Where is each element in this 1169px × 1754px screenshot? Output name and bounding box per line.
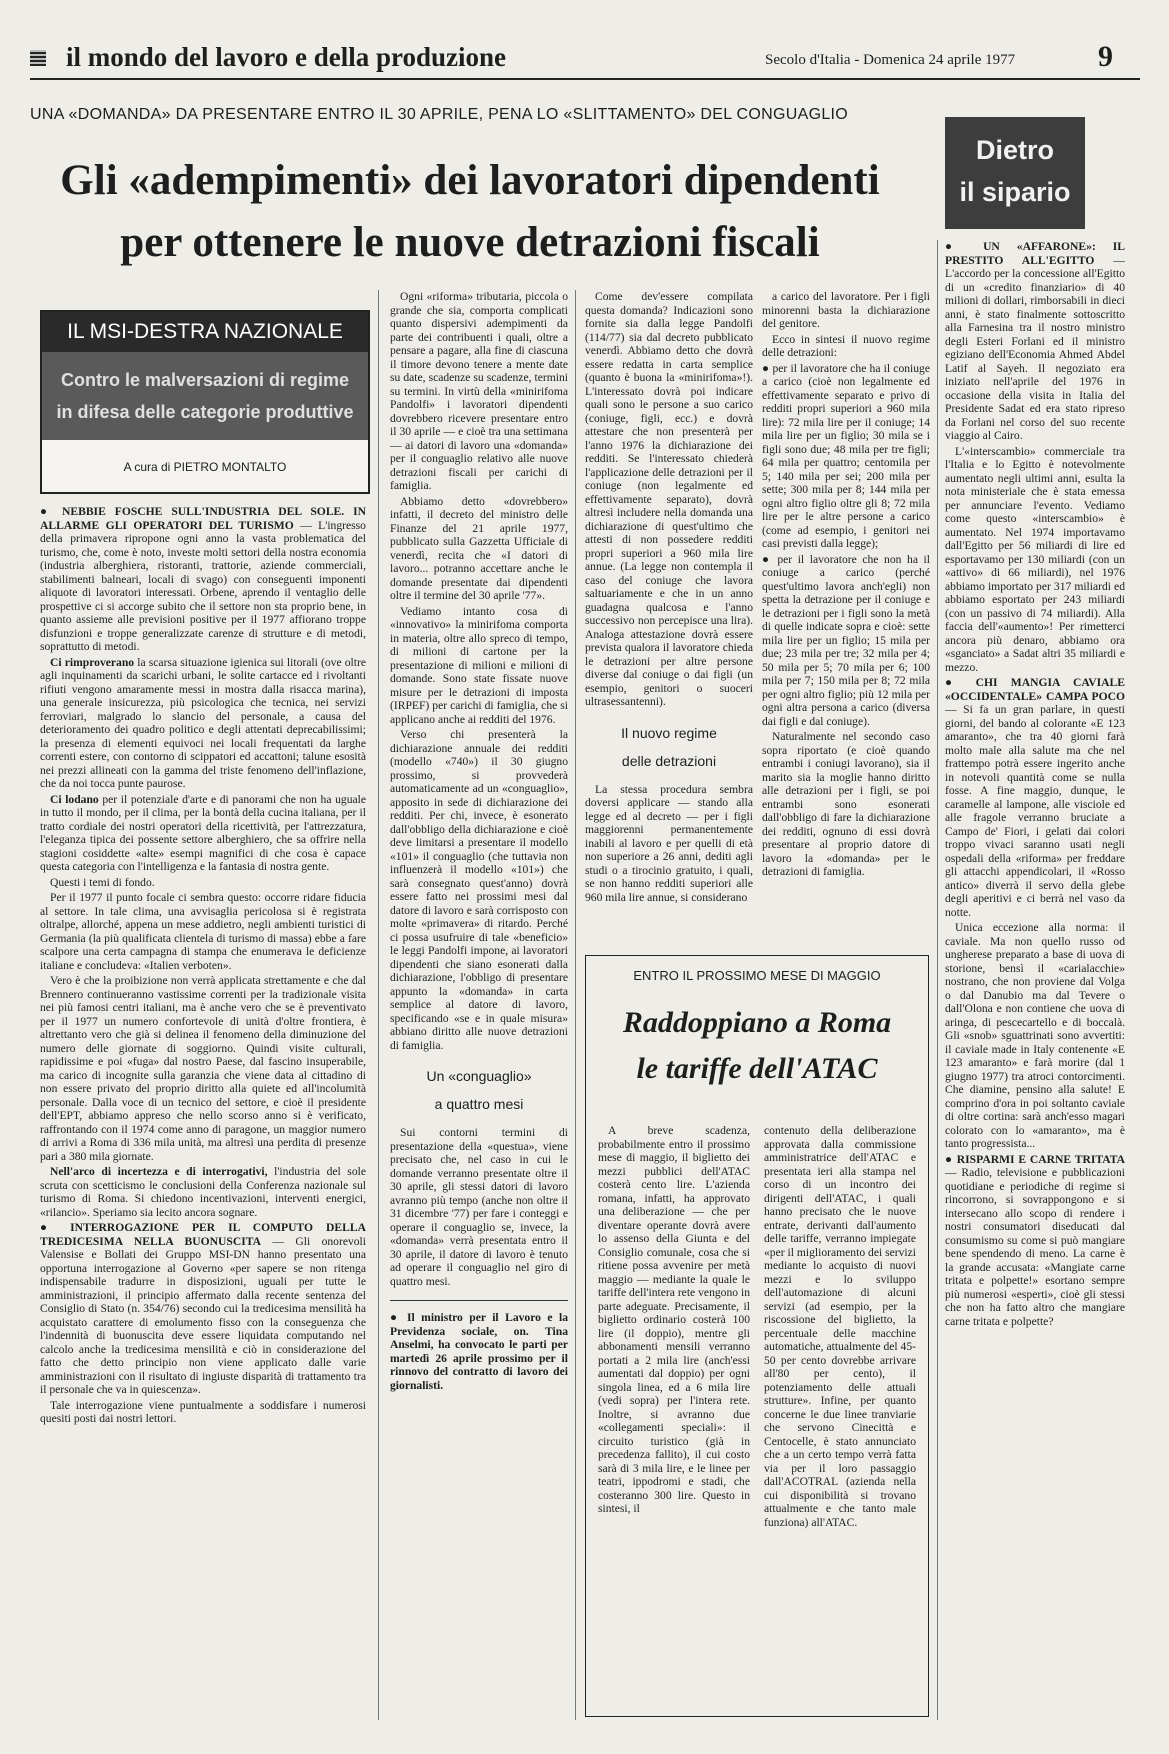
subheading-line-2: a quattro mesi [434,1096,524,1112]
col2-p3: Vediamo intanto cosa di «innovativo» la minirifoma comporta in materia, oltre allo spreco di tempo, di milioni di cartone per la presentazione di milioni e milioni di domande. Sono state fissate nuove misure per le detrazioni di imposta (IRPEF) per carichi di famiglia, che si applicano anche ai redditi del 1976. [390,604,568,726]
headline-line-2: per ottenere le nuove detrazioni fiscali [120,219,820,266]
subheading-line-2: delle detrazioni [621,752,717,769]
subheading-line-1: Un «conguaglio» [426,1068,532,1084]
article-column-4: a carico del lavoratore. Per i figli minorenni basta la dichiarazione del genitore. Ecco in sintesi il nuovo regime delle detrazioni: ● per il lavoratore che ha il coniuge a carico (cioè non legalmente ed effettivamente separato e privo di redditi propri superiori a 960 mila lire): 72 mila lire per il coniuge; 14 mila lire per un figlio; 30 mila se i figli sono due; 48 mila per tre figli; 64 mila per quattro; centomila per 5; 140 mila per sei; 200 mila per sette; 300 mila per 8; 144 mila per ogni altro figlio oltre gli 8; 72 mila lire per le altre persone a carico (come ad esempio, i genitori nei casi previsti dalla legge); ● per il lavoratore che non ha il coniuge a carico (perché quest'ultimo lavora anch'egli) non spetta la detrazione per il coniuge e le detrazioni per i figli sono la metà di quelle indicate sopra e cioè: sette mila lire per un figlio; 15 mila per due; 23 mila per tre; 32 mila per 4; 50 mila per 5; 70 mila per 6; 100 mila per 7; 150 mila per 8; 72 mila per ogni altro figlio; più 12 mila per ogni altra persona a carico (diversa dai figli e dal coniuge). Naturalmente nel secondo caso sopra riportato (e cioè quando entrambi i coniugi lavorano), sia il marito sia la moglie hanno diritto alle detrazioni per i figli, se poi entrambi sono esonerati dall'obbligo di fare la dichiarazione dei redditi, ognuno di essi dovrà presentare al proprio datore di lavoro la «domanda» per le detrazioni di famiglia. [762,290,930,878]
sipario-item-2-lead: CHI MANGIA CAVIALE «OCCIDENTALE» CAMPA POCO [945,676,1125,703]
col3-p2: La stessa procedura sembra doversi applicare — stando alla legge ed al decreto — per i figli maggiorenni permanentemente inabili al lavoro e per quelli di età non superiore a 26 anni, dediti agli studi o a tirocinio gratuito, i quali, se non hanno redditi superiori alle 960 mila lire annue, si considerano [585,782,753,904]
msi-p2-text: la scarsa situazione igienica sui litorali (ove oltre agli inquinamenti da scarichi urbani, le solite cartacce ed i rivoltanti rifiuti vengono amaramente messi in mostra dalla risacca marina), una generale insicurezza, più psicologica che tecnica, nei servizi ferroviari, malgrado lo slancio del personale, a causa del deterioramento dei quadro politico e degli attentati deprecabilissimi; la presenza di elementi equivoci nei locali frequentati da larghe correnti estere, con contorno di scippatori ed accattoni; talune esosità nei prezzi allineati con la gamma del triste fenomeno dell'inflazione, che da noi tocca punte paurose. [40,655,366,790]
atac-article-box [585,955,929,1717]
col2-p2: Abbiamo detto «dovrebbero» infatti, il decreto del ministro delle Finanze del 21 aprile 1977, pubblicato sulla Gazzetta Ufficiale di venerdì, recita che «I datori di lavoro... potranno accettare anche le domande presentate dai dipendenti oltre il termine del 30 aprile '77». [390,494,568,602]
col2-p5: Sui contorni termini di presentazione della «questua», viene precisato che, nel caso in cui le domande verranno presentate oltre il 30 aprile, gli stessi datori di lavoro avranno più tempo (anche non oltre il 31 dicembre '77) per fare i conteggi e operare il conguaglio se, invece, la «domanda» verrà presentata entro il 30 aprile, il datore di lavoro è tenuto ad operare il conguaglio nel giro di quattro mesi. [390,1126,568,1288]
headline-line-1: Gli «adempimenti» dei lavoratori dipendenti [60,157,880,204]
msi-item-2-lead: INTERROGAZIONE PER IL COMPUTO DELLA TREDICESIMA NELLA BUONUSCITA [40,1221,366,1248]
col4-p3: Naturalmente nel secondo caso sopra riportato (e cioè quando entrambi i coniugi lavorano), sia il marito sia la moglie hanno diritto alle detrazioni per i figli, se poi entrambi sono esonerati dall'obbligo di fare la dichiarazione dei redditi, ognuno di essi dovrà presentare al proprio datore di lavoro la «domanda» per le detrazioni di famiglia. [762,730,930,878]
msi-article-column: ● NEBBIE FOSCHE SULL'INDUSTRIA DEL SOLE. IN ALLARME GLI OPERATORI DEL TURISMO — L'ingresso della primavera ripropone ogni anno la vasta problematica del turismo, che, come è noto, investe molti settori della nostra economia (industria alberghiera, ristoranti, trattorie, aziende commerciali, stabilimenti balneari, locali di svago) con conseguenti imponenti aliquote di lavoratori interessati. Orbene, aprendo il ventaglio delle prospettive ci si accorge subito che il settore non sta proprio bene, in quanto assieme alle previsioni positive per il 1977 affiorano troppe disfunzioni e troppe generalizzate carenze di strutture e di metodi, soprattutto di metodi. Ci rimproverano la scarsa situazione igienica sui litorali (ove oltre agli inquinamenti da scarichi urbani, le solite cartacce ed i rivoltanti rifiuti vengono amaramente messi in mostra dalla risacca marina), una generale insicurezza, più psicologica che tecnica, nei servizi ferroviari, malgrado lo slancio del personale, a causa del deterioramento dei quadro politico e degli attentati deprecabilissimi; la presenza di elementi equivoci nei locali frequentati da larghe correnti estere, con contorno di scippatori ed accattoni; talune esosità nei prezzi allineati con la gamma del triste fenomeno dell'inflazione, che da noi tocca punte paurose. Ci lodano per il potenziale d'arte e di panorami che non ha uguale in tutto il mondo, per il clima, per la bontà della cucina italiana, per il tratto cordiale dei nostri operatori della ricettività, per l'attrezzatura, l'eleganza tipica dei possente settore alberghiero, che sa offrire nella stagioni cosiddette «alte» esempi magnifici di che cosa è capace questa categoria con l'intelligenza e la fantasia di nostra gente. Questi i temi di fondo. Per il 1977 il punto focale ci sembra questo: occorre ridare fiducia al settore. In tale clima, una avvisaglia pericolosa si è registrata oltralpe, allorché, appena un mese addietro, negli ambienti turistici di Germania (la più qualificata clientela di turismo di massa) ebbe a fare scalpore una certa campagna di stampa che enumerava le deficienze italiane e concludeva: «Italien verboten». Vero è che la proibizione non verrà applicata strettamente e che dal Brennero continueranno vastissime correnti per la tradizionale visita nei più famosi centri italiani, ma è anche vero che se è preventivato per il 1977 un numero confortevole di unità d'oltre frontiera, è altrettanto vero che già si delinea il fenomeno della diminuzione del numero delle giornate di soggiorno. Quindi visite culturali, rapidissime e poi «fuga» dal nostro Paese, dal fascino insuperabile, ma carico di incognite sulla garanzia che viene data al cittadino di non essere privato del proprio diritto alla quiete ed all'incolumità personale. Dalla voce di un tecnico del settore, e cioè il presidente dell'EPT, abbiamo appreso che nello scorso anno si è verificato, raffrontando con il 1974 come anno di paragone, un maggior numero di arrivi a Roma di 336 mila unità, ma altresì una perdita di presenze pari a 380 mila giornate. Nell'arco di incertezza e di interrogativi, l'industria del sole scruta con scetticismo le conclusioni della Conferenza nazionale sul turismo di Roma. Si chiedono incentivazioni, interventi energici, «rilancio». Speriamo sia lecito ancora sognare. ● INTERROGAZIONE PER IL COMPUTO DELLA TREDICESIMA NELLA BUONUSCITA — Gli onorevoli Valensise e Bollati dei Gruppo MSI-DN hanno presentato una opportuna interrogazione al Governo «per sapere se non ritenga indispensabile tradurre in disposizioni, uguali per tutte le amministrazioni, il principio affermato dalla recente sentenza del Consiglio di Stato (n. 354/76) secondo cui la tredicesima mensilità ha acquistato carattere di emolumento fisso con la conseguenza che l'indennità di buonuscita deve essere liquidata computando nel calcolo anche la tredicesima mensilità e ciò in considerazione del fatto che detto principio non viene applicato dalle varie amministrazioni con il risultato di ingiuste disparità di trattamento tra il personale che va in quiescenza». Tale interrogazione viene puntualmente a soddisfare i numerosi quesiti posti dai nostri lettori. [40,505,366,1425]
msi-p5-text: Per il 1977 il punto focale ci sembra questo: occorre ridare fiducia al settore. In tale clima, una avvisaglia pericolosa si è registrata oltralpe, allorché, appena un mese addietro, negli ambienti turistici di Germania (la più qualificata clientela di turismo di massa) ebbe a fare scalpore una certa campagna di stampa che enumerava le deficienze italiane e concludeva: «Italien verboten». [40,891,366,972]
msi-p7-text: l'industria del sole scruta con scetticismo le conclusioni della Conferenza nazionale sul turismo di Roma. Si chiedono incentivazioni, interventi energici, «rilancio». Speriamo sia lecito ancora sognare. [40,1165,366,1219]
main-kicker: UNA «DOMANDA» DA PRESENTARE ENTRO IL 30 APRILE, PENA LO «SLITTAMENTO» DEL CONGUAGLIO [30,106,849,123]
article-column-3 [585,290,753,940]
col2-p4: Verso chi presenterà la dichiarazione annuale dei redditi (modello «740») il 30 giugno prossimo, si provvederà automaticamente ad un «conguaglio», apposito in sede di dichiarazione dei redditi. Per chi, invece, è esonerato dall'obbligo della dichiarazione e cioè deve limitarsi a presentare il modello «101» il conguaglio (che tuttavia non influenzerà il modello «101») che sarà consegnato quest'anno) dovrà essere fatto nei prossimi mesi dal datore di lavoro e sarà corrisposto con molte «primavera» di ritardo. Perché ci possa usufruire di tale «beneficio» le leggi Pandolfi impone, ai lavoratori dipendenti che siano esonerati dalla dichiarazione, l'obbligo di presentare appunto la «domanda» in carta semplice al datore di lavoro, specificando «se e in quale misura» abbiano diritto alle nuove detrazioni di famiglia. [390,728,568,1052]
sipario-item-1-lead: UN «AFFARONE»: IL PRESTITO ALL'EGITTO [945,240,1125,267]
msi-p7-lead: Nell'arco di incertezza e di interrogativi, [50,1165,268,1178]
msi-item-2-text: — Gli onorevoli Valensise e Bollati dei Gruppo MSI-DN hanno presentato una opportuna interrogazione al Governo «per sapere se non ritenga indispensabile tradurre in disposizioni, uguali per tutte le amministrazioni, il principio affermato dalla recente sentenza del Consiglio di Stato (n. 354/76) secondo cui la tredicesima mensilità ha acquistato carattere di emolumento fisso con la conseguenza che l'indennità di buonuscita deve essere liquidata computando nel calcolo anche la tredicesima mensilità e ciò in considerazione del fatto che detto principio non viene applicato dalle varie amministrazioni con il risultato di ingiuste disparità di trattamento tra il personale che va in quiescenza». [40,1234,366,1396]
section-marker-icon [30,50,46,66]
col2-note: Il ministro per il Lavoro e la Previdenza sociale, on. Tina Anselmi, ha convocato le parti per martedì 26 aprile prossimo per il rinnovo del contratto di lavoro dei giornalisti. [390,1311,568,1392]
sipario-column: ● UN «AFFARONE»: IL PRESTITO ALL'EGITTO — L'accordo per la concessione all'Egitto di un «credito finanziario» di 40 milioni di dollari, rimborsabili in dieci anni, è stato finalmente sottoscritto alla Farnesina tra il nostro ministro degli Esteri Forlani ed il ministro egiziano dell'Economia Ahmed Abdel Latif al Sayeh. Il negoziato era iniziato nell'aprile del 1976 in occasione della visita in Italia del Presidente Sadat ed era stato ripreso da Forlani nel corso del suo recente viaggio al Cairo. L'«interscambio» commerciale tra l'Italia e lo Egitto è notevolmente aumentato negli ultimi anni, esulta la nota ministeriale che è stata emessa per annunciare l'evento. Vediamo come questo «interscambio» è aumentato. Nel 1974 importavamo dall'Egitto per 56 miliardi di lire ed esportavamo per 130 miliardi (con un «attivo» di 66 miliardi), nel 1976 abbiamo importato per 317 miliardi ed abbiamo esportato per 243 miliardi (con un passivo di 74 miliardi). Alla faccia dell'«aumento»! Per rimetterci ancora più denaro, abbiamo ora «sganciato» a Sadat altri 35 miliardi e mezzo. ● CHI MANGIA CAVIALE «OCCIDENTALE» CAMPA POCO — Si fa un gran parlare, in questi giorni, del bando al colorante «E 123 amaranto», che tra 40 giorni farà molto male alla salute ma che nel frattempo potrà essere ingerito anche in notevoli quantità come se nulla fosse. A fine maggio, dunque, le caramelle al lampone, alle visciole ed alle fragole verranno bruciate a Campo de' Fiori, i gelati dai colori troppo vivaci saranno usati negli ospedali della «riforma» per freddare gli attacchi appendicolari, il «Rosso antico» diverrà il servo della glebe degli aperitivi e ci berrà nel vaso da notte. Unica eccezione alla norma: il caviale. Ma non quello russo od ungherese preparato a base di uova di storione, bensì il «carialacchie» nostrano, che non proviene dal Volga o dal Danubio ma dal Tevere o dall'Olona e non contiene che uova di aringa, di pescecartello e di boccalà. Gli «snob» sguattrinati sono avvertiti: il caviale made in Italy contenente «E 123 amaranto» e farà morire (dal 1 giugno 1977) tra atroci contorcimenti. Che diamine, pensino alla salute! E comprino d'ora in poi soltanto caviale di oltre cortina: sarà anch'esso magari colorato con lo «amaranto», ma è tanto progressista... ● RISPARMI E CARNE TRITATA — Radio, televisione e pubblicazioni quotidiane e periodiche di regime si rincorrono, si sovrappongono e si intersecano allo scopo di rendere i nostri consumatori diseducati dal consumismo su come si può mangiare bene spendendo di meno. La carne è la grande accusata: «Mangiate carne tritata e polpette!» esortano sempre più numerosi «esperti», cioè gli stessi che non ha fatto altro che mangiare carne tritata e polpette? [945,240,1125,1328]
col4-p1: a carico del lavoratore. Per i figli minorenni basta la dichiarazione del genitore. [762,290,930,330]
divider [390,1300,568,1301]
atac-title-line-2: le tariffe dell'ATAC [636,1052,878,1085]
msi-curator: A cura di PIETRO MONTALTO [123,460,287,474]
subheading-line-1: Il nuovo regime [621,724,717,741]
subheading-conguaglio [390,1062,568,1118]
msi-p4-text: Questi i temi di fondo. [50,875,155,889]
sipario-item-1-cont: L'«interscambio» commerciale tra l'Italia e lo Egitto è notevolmente aumentato negli ultimi anni, esulta la nota ministeriale che è stata emessa per annunciare l'evento. Vediamo come questo «interscambio» è aumentato. Nel 1974 importavamo dall'Egitto per 56 miliardi di lire ed esportavamo per 130 miliardi (con un «attivo» di 66 miliardi), nel 1976 abbiamo importato per 317 miliardi ed abbiamo esportato per 243 miliardi (con un passivo di 74 miliardi). Alla faccia dell'«aumento»! Per rimetterci ancora più denaro, abbiamo ora «sganciato» a Sadat altri 35 miliardi e mezzo. [945,444,1125,674]
sipario-item-3-text: — Radio, televisione e pubblicazioni quotidiane e periodiche di regime si rincorrono, si sovrappongono e si intersecano allo scopo di rendere i nostri consumatori diseducati dal consumismo su come si può mangiare bene spendendo di meno. La carne è la grande accusata: «Mangiate carne tritata e polpette!» esortano sempre più numerosi «esperti», cioè gli stessi che non ha fatto altro che mangiare carne tritata e polpette? [945,1166,1125,1328]
sipario-line-2: il sipario [959,177,1071,207]
atac-text-b: contenuto della deliberazione approvata dalla commissione amministratrice dell'ATAC e presentata ieri alla stampa nel corso di un incontro dei dirigenti dell'ATAC, i quali hanno precisato che le nuove entrate, derivanti dall'aumento delle tariffe, verranno impiegate «per il miglioramento dei servizi mediante lo acquisto di nuovi mezzi e lo sviluppo dell'automazione di alcuni servizi (ad esempio, per la riscossione del biglietto, la percentuale delle macchine automatiche, attualmente del 45-50 per cento dovrebbe arrivare all'80 per cento), il potenziamento delle attuali strutture». Infine, per quanto concerne le due linee tranviarie che servono Cinecittà e Centocelle, è stato annunciato che a un certo tempo verrà fatta via per il loro passaggio dall'ACOTRAL (azienda nella cui disponibilità si trovano attualmente e che tanto male funziona) all'ATAC. [764,1124,916,1529]
atac-kicker: ENTRO IL PROSSIMO MESE DI MAGGIO [633,968,881,983]
col4-bullet-1: per il lavoratore che ha il coniuge a carico (cioè non legalmente ed effettivamente separato e privo di redditi propri superiori a 960 mila lire): 72 mila lire per il coniuge; 14 mila lire per un figlio; 30 mila se i figli sono due; 48 mila per tre figli; 64 mila per quattro; centomila per 5; 140 mila per sei; 200 mila per sette; 300 mila per 8; 144 mila per ogni altro figlio oltre gli 8; 72 mila lire per le altre persone a carico (come ad esempio, i genitori nei casi previsti dalla legge); [762,361,930,550]
msi-banner-line-1: Contro le malversazioni di regime [60,370,350,390]
page-header [30,38,1140,80]
column-rule [575,290,576,1720]
msi-item-1-lead: NEBBIE FOSCHE SULL'INDUSTRIA DEL SOLE. IN ALLARME GLI OPERATORI DEL TURISMO [40,505,366,532]
atac-column-b [764,1124,916,1704]
col4-p2: Ecco in sintesi il nuovo regime delle detrazioni: [762,332,930,359]
col2-p1: Ogni «riforma» tributaria, piccola o grande che sia, comporta complicati quanto dispersivi adempimenti da parte dei contribuenti i quali, oltre a pensare a pagare, alla fine di ciascuna il timore devono tenere a mente date su date, scadenze su scadenze, termini su termini. In virtù della «minirifoma Pandolfi» i lavoratori dipendenti dovrebbero ricevere presentare entro il 30 aprile — e cioè tra una settimana — ai datori di lavoro una «domanda» per il conguaglio relativo alle nuove detrazioni fiscali per carichi di famiglia. [390,290,568,492]
sipario-item-1-text: — L'accordo per la concessione all'Egitto di un «credito finanziario» di 40 milioni di dollari, rimborsabili in dieci anni, è stato finalmente sottoscritto alla Farnesina tra il nostro ministro degli Esteri Forlani ed il ministro egiziano dell'Economia Ahmed Abdel Latif al Sayeh. Il negoziato era iniziato nell'aprile del 1976 in occasione della visita in Italia del Presidente Sadat ed era stato ripreso da Forlani nel corso del suo recente viaggio al Cairo. [945,253,1125,442]
subheading-nuovo-regime [585,719,753,775]
msi-p3-text: per il potenziale d'arte e di panorami che non ha uguale in tutto il mondo, per il clima, per la bontà della cucina italiana, per il tratto cordiale dei nostri operatori della ricettività, per l'attrezzatura, l'eleganza tipica dei possente settore alberghiero, che sa offrire nella stagioni cosiddette «alte» esempi magnifici di che cosa è capace questa categoria con l'intelligenza e la fantasia di nostra gente. [40,792,366,873]
msi-title: IL MSI-DESTRA NAZIONALE [42,312,368,352]
col4-bullet-2: per il lavoratore che non ha il coniuge a carico (perché quest'ultimo lavora anch'egli) non spetta la detrazione per il coniuge e le detrazioni per i figli sono la metà di quelle indicate sopra e cioè: sette mila lire per un figlio; 15 mila per due; 23 mila per tre; 32 mila per 4; 50 mila per 5; 70 mila per 6; 100 mila per 7; 150 mila per 8; 72 mila per ogni altro figlio; più 12 mila per ogni altra persona a carico (diversa dai figli e dal coniuge). [762,552,930,728]
msi-p2-lead: Ci rimproverano [50,655,135,669]
msi-banner [42,352,368,440]
msi-item-1-text: — L'ingresso della primavera ripropone ogni anno la vasta problematica del turismo, che, come è noto, investe molti settori della nostra economia (industria alberghiera, ristoranti, trattorie, aziende commerciali, stabilimenti balneari, locali di svago) con conseguenti imponenti aliquote di lavoratori interessati. Orbene, aprendo il ventaglio delle prospettive ci si accorge subito che il settore non sta proprio bene, in quanto assieme alle previsioni positive per il 1977 affiorano troppe disfunzioni e troppe generalizzate carenze di strutture e di metodi, soprattutto di metodi. [40,518,366,653]
section-title: il mondo del lavoro e della produzione [66,42,507,72]
column-rule [937,240,938,1720]
atac-column-a [598,1124,750,1704]
sipario-item-3-lead: RISPARMI E CARNE TRITATA [956,1152,1125,1166]
newspaper-date: Secolo d'Italia - Domenica 24 aprile 1977 [765,52,1016,68]
atac-text-a: A breve scadenza, probabilmente entro il prossimo mese di maggio, il biglietto dei mezzi pubblici dell'ATAC costerà cento lire. L'azienda romana, infatti, ha approvato una deliberazione — che per diventare operante dovrà avere lo assenso della Giunta e del Consiglio comunale, cosa che si ritiene possa avvenire per metà maggio — mediante la quale le tariffe dell'intera rete vengono in parte adeguate. Precisamente, il biglietto ordinario costerà 100 lire (il doppio), mentre gli abbonamenti mensili verranno portati a 2 mila lire (anch'essi aumentati dal doppio) per ogni singola linea, ed a 6 mila lire (vedi sopra) per l'intera rete. Inoltre, si avranno due «collegamenti speciali»: il circuito turistico (già in precedenza fallito), il cui costo sarà di 3 mila lire, e le linee per teatri, ippodromi e stadi, che costeranno 300 lire. Questo in sintesi, il [598,1124,750,1515]
atac-title-line-1: Raddoppiano a Roma [622,1006,892,1039]
sipario-item-2-cont: Unica eccezione alla norma: il caviale. Ma non quello russo od ungherese preparato a base di uova di storione, bensì il «carialacchie» nostrano, che non proviene dal Volga o dal Danubio ma dal Tevere o dall'Olona e non contiene che uova di aringa, di pescecartello e di boccalà. Gli «snob» sguattrinati sono avvertiti: il caviale made in Italy contenente «E 123 amaranto» e farà morire (dal 1 giugno 1977) tra atroci contorcimenti. Che diamine, pensino alla salute! E comprino d'ora in poi soltanto caviale di oltre cortina: sarà anch'esso magari colorato con lo «amaranto», ma è tanto progressista... [945,921,1125,1150]
column-rule [378,290,379,1720]
msi-column-header [40,310,370,494]
atac-title [586,1000,928,1092]
msi-p9-text: Tale interrogazione viene puntualmente a soddisfare i numerosi quesiti posti dai nostri lettori. [40,1398,366,1425]
msi-p6-text: Vero è che la proibizione non verrà applicata strettamente e che dal Brennero continueranno vastissime correnti per la tradizionale visita nei più famosi centri italiani, ma è anche vero che se è preventivato per il 1977 un numero confortevole di unità d'oltre frontiera, è altrettanto vero che già si delinea il fenomeno della diminuzione del numero delle giornate di soggiorno. Quindi visite culturali, rapidissime e poi «fuga» dal nostro Paese, dal fascino insuperabile, ma carico di incognite sulla garanzia che viene data al cittadino di non essere privato del proprio diritto alla quiete ed all'incolumità personale. Dalla voce di un tecnico del settore, e cioè il presidente dell'EPT, abbiamo appreso che nello scorso anno si è verificato, raffrontando con il 1974 come anno di paragone, un maggior numero di arrivi a Roma di 336 mila unità, ma altresì una perdita di presenze pari a 380 mila giornate. [40,974,366,1163]
msi-p3-lead: Ci lodano [50,792,99,806]
msi-banner-line-2: in difesa delle categorie produttive [56,402,354,422]
sipario-line-1: Dietro [975,135,1054,165]
dietro-il-sipario-box [945,117,1085,229]
main-headline [30,150,910,274]
sipario-item-2-text: — Si fa un gran parlare, in questi giorni, del bando al colorante «E 123 amaranto», che tra 40 giorni farà molto male alla salute ma che nel frattempo potrà essere ingerito anche in notevoli quantità come se nulla fosse. A fine maggio, dunque, le caramelle al lampone, alle visciole ed alle fragole verranno bruciate a Campo de' Fiori, i gelati dai colori troppo vivaci saranno usati negli ospedali della «riforma» per freddare gli attacchi appendicolari, il «Rosso antico» diverrà il servo della glebe degli aperitivi e ci berrà nel vaso da notte. [945,703,1125,919]
page-number: 9 [1098,40,1113,73]
article-column-2: Ogni «riforma» tributaria, piccola o grande che sia, comporta complicati quanto dispersivi adempimenti da parte dei contribuenti i quali, oltre a pensare a pagare, alla fine di ciascuna il timore devono tenere a mente date su date, scadenze su scadenze, termini su termini. In virtù della «minirifoma Pandolfi» i lavoratori dipendenti dovrebbero ricevere presentare entro il 30 aprile — e cioè tra una settimana — ai datori di lavoro una «domanda» per il conguaglio relativo alle nuove detrazioni fiscali per carichi di famiglia. Abbiamo detto «dovrebbero» infatti, il decreto del ministro delle Finanze del 21 aprile 1977, pubblicato sulla Gazzetta Ufficiale di venerdì, recita che «I datori di lavoro... potranno accettare anche le domande presentate dai dipendenti oltre il termine del 30 aprile '77». Vediamo intanto cosa di «innovativo» la minirifoma comporta in materia, oltre allo spreco di tempo, di milioni di cartone per la presentazione di milioni e milioni di domande. Sono state fissate nuove misure per le detrazioni di imposta (IRPEF) per carichi di famiglia, che si applicano anche ai redditi del 1976. Verso chi presenterà la dichiarazione annuale dei redditi (modello «740») il 30 giugno prossimo, si provvederà automaticamente ad un «conguaglio», apposito in sede di dichiarazione dei redditi. Per chi, invece, è esonerato dall'obbligo della dichiarazione e cioè deve limitarsi a presentare il modello «101» il conguaglio (che tuttavia non influenzerà il modello «101») che sarà consegnato quest'anno) dovrà essere fatto nei prossimi mesi dal datore di lavoro e sarà corrisposto con molte «primavera» di ritardo. Perché ci possa usufruire di tale «beneficio» le leggi Pandolfi impone, ai lavoratori dipendenti che siano esonerati dalla dichiarazione, l'obbligo di presentare appunto la «domanda» in carta semplice al datore di lavoro, specificando «se e in quale misura» abbiano diritto alle nuove detrazioni di famiglia. Un «conguaglio» a quattro mesi Sui contorni termini di presentazione della «questua», viene precisato che, nel caso in cui le domande verranno presentate oltre il 30 aprile, gli stessi datori di lavoro avranno più tempo (anche non oltre il 31 dicembre '77) per fare i conteggi e operare il conguaglio se, invece, la «domanda» verrà presentata entro il 30 aprile, il datore di lavoro è tenuto ad operare il conguaglio nel giro di quattro mesi. ● Il ministro per il Lavoro e la Previdenza sociale, on. Tina Anselmi, ha convocato le parti per martedì 26 aprile prossimo per il rinnovo del contratto di lavoro dei giornalisti. [390,290,568,1392]
col3-p1: Come dev'essere compilata questa domanda? Indicazioni sono fornite sia dalla legge Pandolfi (114/77) sia dal decreto pubblicato venerdì. Abbiamo detto che dovrà essere redatta in carta semplice (quanto è buona la «minirifoma»!). L'interessato dovrà poi indicare quali sono le persone a suo carico (coniuge, figli, ecc.) e dovrà attestare che non presenterà per l'anno 1976 la dichiarazione dei redditi. Se l'interessato chiederà l'applicazione delle detrazioni per il coniuge (non legalmente ed effettivamente separato), dovrà altresì includere nella domanda una dichiarazione di quest'ultimo che attesti di non possedere redditi propri superiori a 960 mila lire annue. (La legge non contempla il caso del coniuge che lavora saltuariamente e che in un anno guadagna qualcosa e l'anno successivo non percepisce una lira). Analoga attestazione dovrà essere prevista qualora il lavoratore chieda le detrazioni per altre persone diverse dal coniuge o dai figli (un esempio, genitori o suoceri ultrasessantenni). [585,290,753,708]
